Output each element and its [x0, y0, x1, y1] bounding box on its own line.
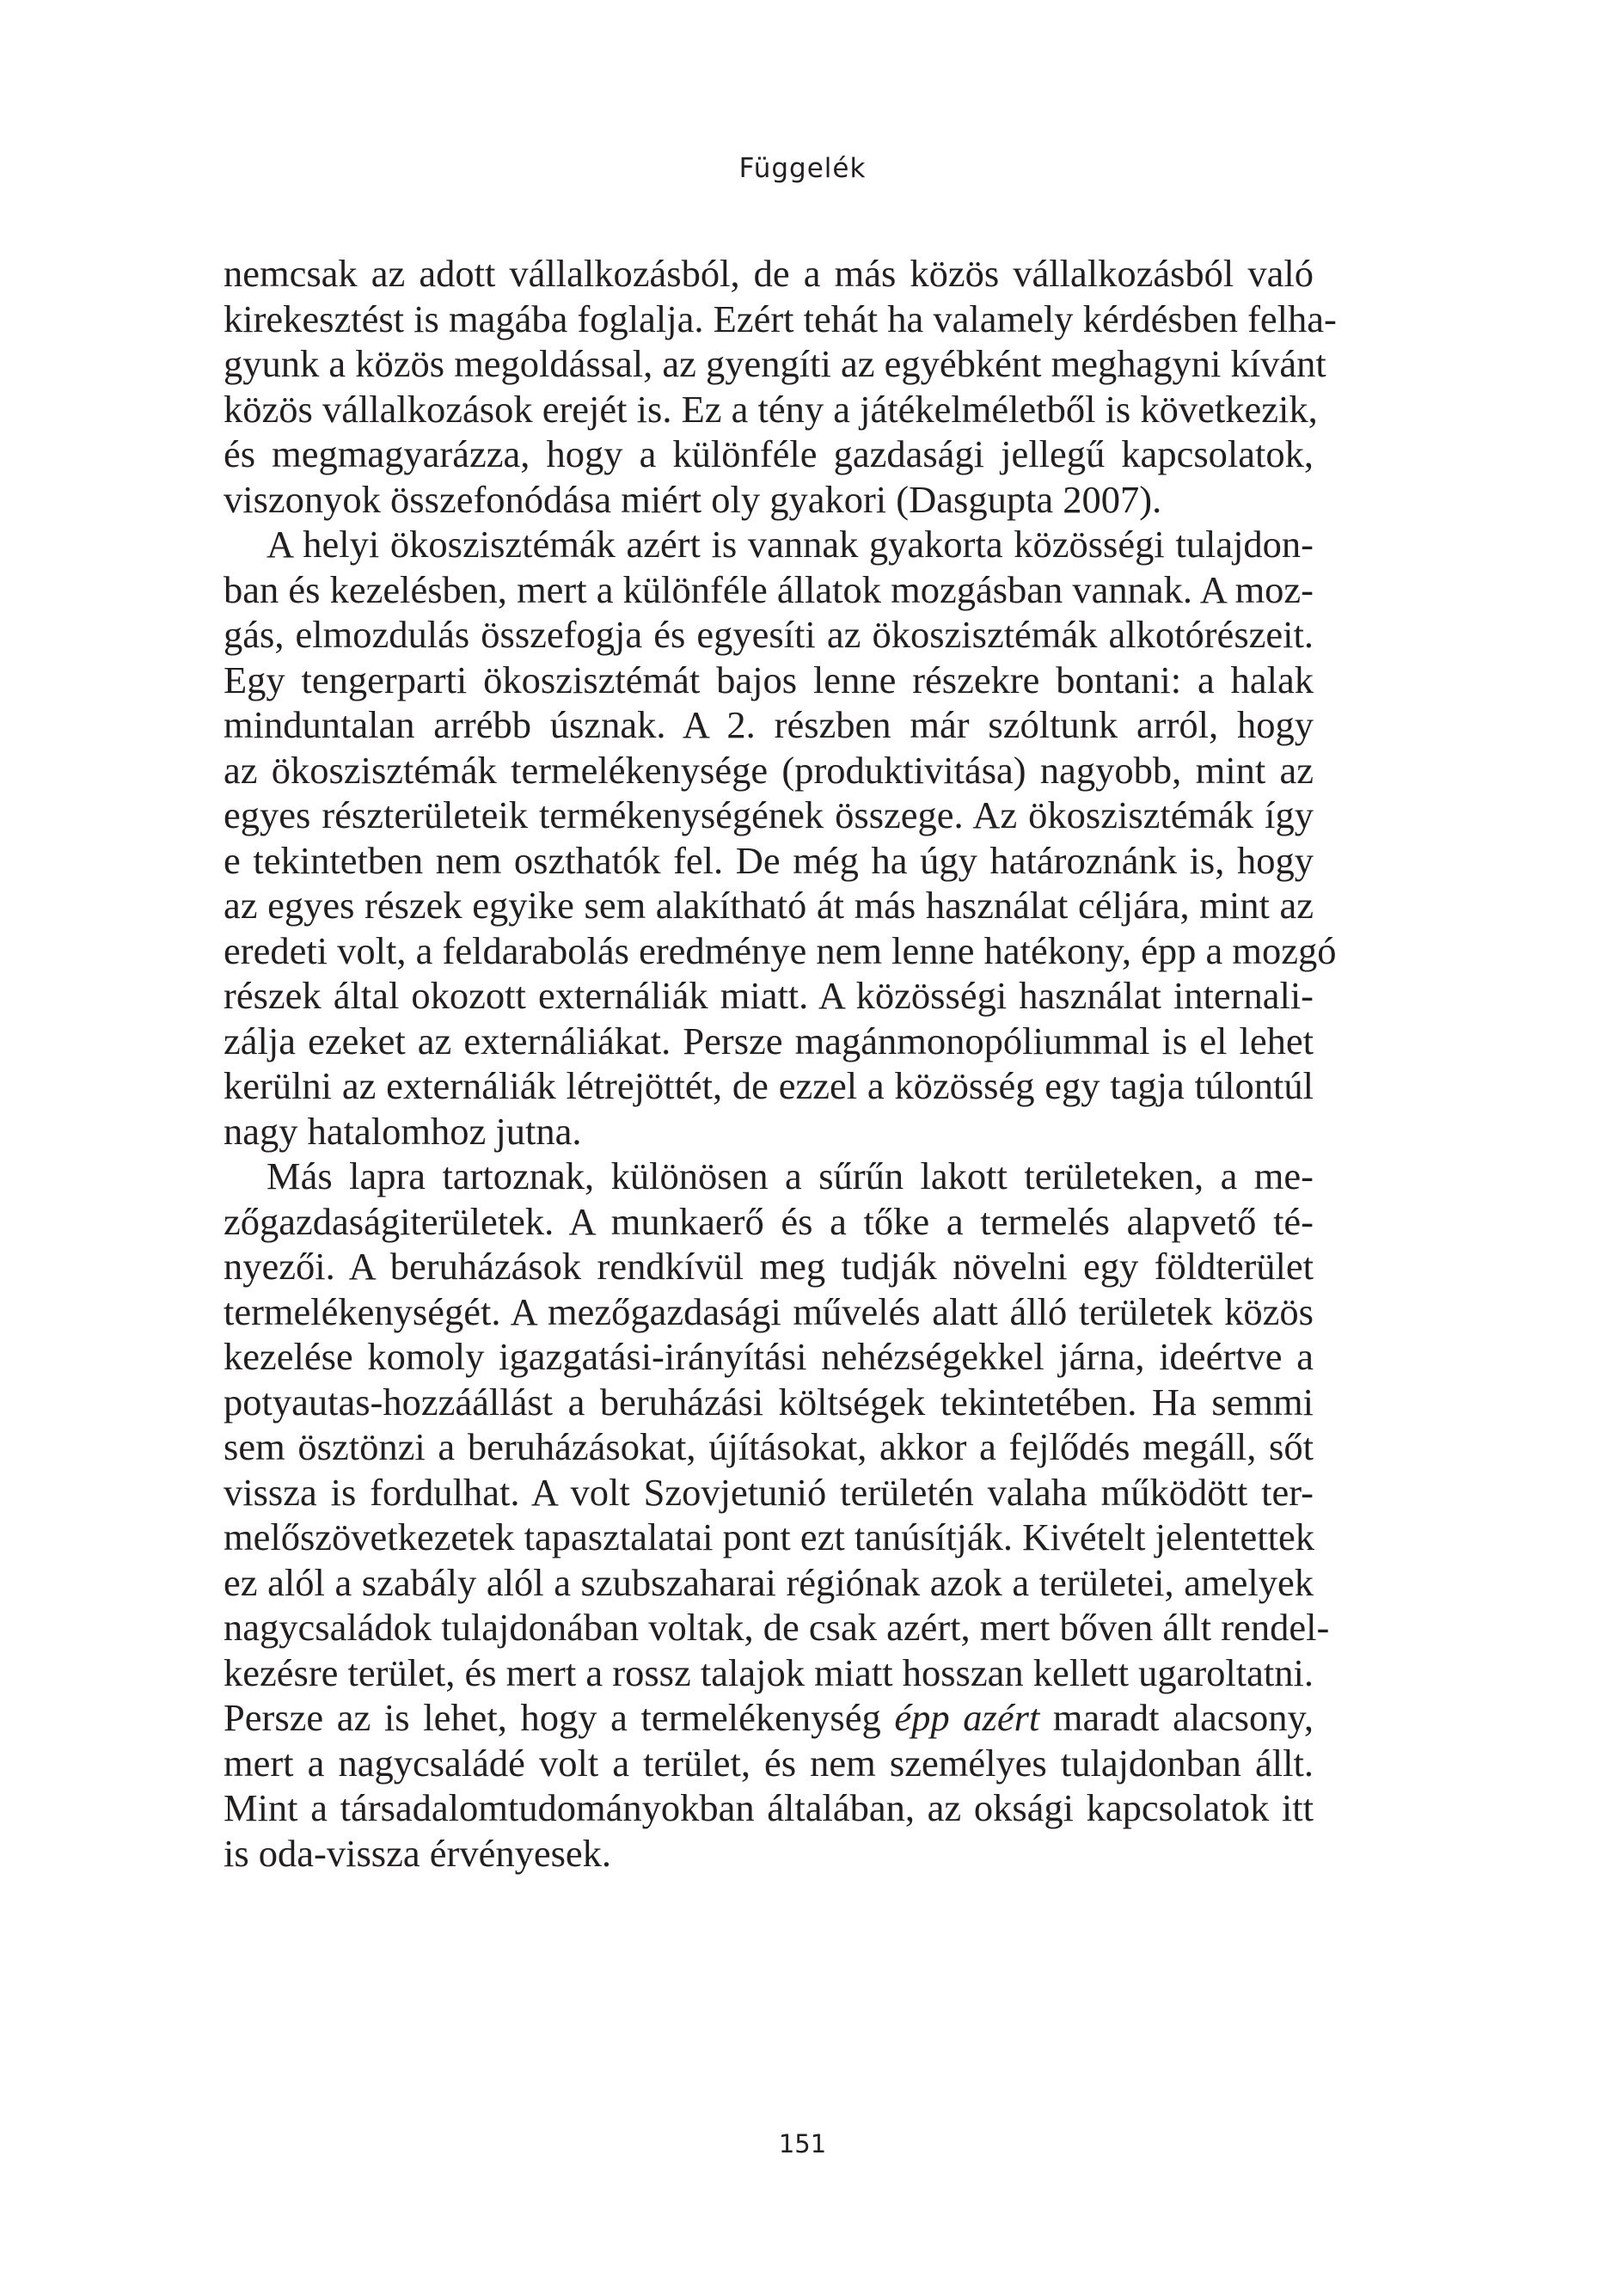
text-line: A helyi ökoszisztémák azért is vannak gyakorta közösségi tulajdon-: [266, 523, 1314, 566]
text-line: termelékenységét. A mezőgazdasági művelés alatt álló területek közös: [224, 1289, 1314, 1333]
text-line: nyezői. A beruházások rendkívül meg tudják növelni egy földterület: [224, 1245, 1314, 1288]
text-line: sem ösztönzi a beruházásokat, újításokat, akkor a fejlődés megáll, sőt: [224, 1425, 1314, 1468]
text-line: vissza is fordulhat. A volt Szovjetunió területén valaha működött ter-: [224, 1470, 1314, 1514]
text-line: és megmagyarázza, hogy a különféle gazdasági jellegű kapcsolatok,: [224, 432, 1314, 475]
text-line: Mint a társadalomtudományokban általában, az oksági kapcsolatok itt: [224, 1786, 1314, 1829]
text-line: közös vállalkozások erejét is. Ez a tény a játékelméletből is következik,: [224, 387, 1318, 431]
text-line: is oda-vissza érvényesek.: [224, 1831, 612, 1875]
text-line: nemcsak az adott vállalkozásból, de a más közös vállalkozásból való: [224, 252, 1314, 295]
text-line: zőgazdaságiterületek. A munkaerő és a tőke a termelés alapvető té-: [224, 1199, 1314, 1243]
text-line: mert a nagycsaládé volt a terület, és nem személyes tulajdonban állt.: [224, 1741, 1314, 1785]
text-line: nagycsaládok tulajdonában voltak, de csak azért, mert bőven állt rendel-: [224, 1606, 1330, 1649]
text-line: zálja ezeket az externáliákat. Persze magánmonopóliummal is el lehet: [224, 1019, 1314, 1062]
text-line: gyunk a közös megoldással, az gyengíti az egyébként meghagyni kívánt: [224, 342, 1326, 385]
text-line-emphasis: [224, 1695, 1314, 1741]
text-line: nagy hatalomhoz jutna.: [224, 1109, 582, 1153]
text-line: minduntalan arrébb úsznak. A 2. részben már szóltunk arról, hogy: [224, 703, 1314, 746]
text-segment: Persze az is lehet, hogy a termelékenység: [224, 1696, 895, 1739]
page-number: 151: [778, 2129, 827, 2158]
paragraph-1: [224, 251, 1337, 522]
text-line: az egyes részek egyike sem alakítható át más használat céljára, mint az: [224, 884, 1314, 927]
text-line: kezelése komoly igazgatási-irányítási nehézségekkel járna, ideértve a: [224, 1335, 1314, 1378]
paragraph-3: [224, 1154, 1330, 1876]
text-line: melőszövetkezetek tapasztalatai pont ezt tanúsítják. Kivételt jelentettek: [224, 1515, 1314, 1558]
text-line: Egy tengerparti ökoszisztémát bajos lenne részekre bontani: a halak: [224, 658, 1314, 701]
italic-emphasis: épp azért: [894, 1696, 1040, 1739]
text-line: eredeti volt, a feldarabolás eredménye nem lenne hatékony, épp a mozgó: [224, 928, 1337, 972]
text-line: ez alól a szabály alól a szubszaharai régiónak azok a területei, amelyek: [224, 1560, 1314, 1604]
text-line: Más lapra tartoznak, különösen a sűrűn lakott területeken, a me-: [266, 1154, 1314, 1197]
text-line: gás, elmozdulás összefogja és egyesíti az ökoszisztémák alkotórészeit.: [224, 613, 1314, 656]
text-line: kezésre terület, és mert a rossz talajok miatt hosszan kellett ugaroltatni.: [224, 1650, 1314, 1694]
running-head: Függelék: [738, 153, 867, 184]
text-line: kerülni az externáliák létrejöttét, de ezzel a közösség egy tagja túlontúl: [224, 1064, 1314, 1107]
text-line: ban és kezelésben, mert a különféle állatok mozgásban vannak. A moz-: [224, 567, 1314, 611]
text-line: egyes részterületeik termékenységének összege. Az ökoszisztémák így: [224, 793, 1314, 836]
text-line: viszonyok összefonódása miért oly gyakori (Dasgupta 2007).: [224, 477, 1162, 521]
text-line: kirekesztést is magába foglalja. Ezért tehát ha valamely kérdésben felha-: [224, 297, 1337, 340]
text-line: az ökoszisztémák termelékenysége (produktivitása) nagyobb, mint az: [224, 748, 1314, 792]
text-line: potyautas-hozzáállást a beruházási költségek tekintetében. Ha semmi: [224, 1380, 1314, 1424]
body-text: [224, 251, 1337, 1876]
text-line: e tekintetben nem oszthatók fel. De még ha úgy határoznánk is, hogy: [224, 838, 1314, 882]
text-line: részek által okozott externáliák miatt. A közösségi használat internali-: [224, 974, 1314, 1017]
text-segment: maradt alacsony,: [1039, 1696, 1314, 1739]
paragraph-2: [224, 522, 1337, 1154]
